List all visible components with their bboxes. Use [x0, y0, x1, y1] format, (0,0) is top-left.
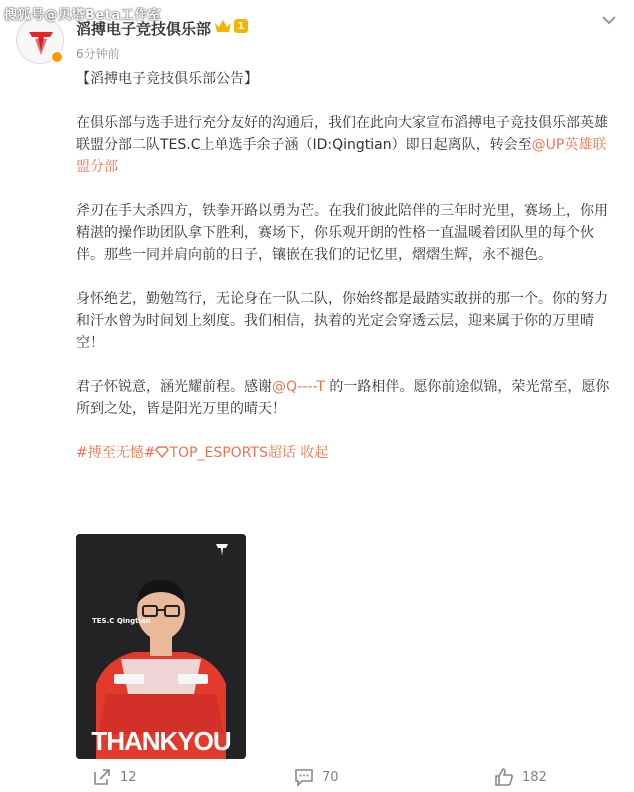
paragraph-text: 君子怀锐意，涵光耀前程。感谢	[76, 379, 272, 395]
paragraph-text: 在俱乐部与选手进行充分友好的沟通后，我们在此向大家宣布滔搏电子竞技俱乐部英雄联盟分部二队TES.C上单选手余子涵（ID:Qingtian）即日起离队，转会至	[76, 115, 608, 153]
paragraph-text: 的一路相伴。愿你前途似锦，荣光常至，愿你所到之处，皆是阳光万里的晴天！	[76, 379, 610, 417]
diamond-icon	[155, 446, 169, 458]
mention-link[interactable]: @Q----T	[272, 379, 325, 395]
post-paragraph: 身怀绝艺，勤勉笃行，无论身在一队二队，你始终都是最踏实敢拼的那一个。你的努力和汗水曾为时间划上刻度。我们相信，执着的光定会穿透云层，迎来属于你的万里晴空！	[76, 291, 608, 351]
chevron-down-icon[interactable]	[598, 10, 620, 30]
supertopic-link[interactable]: TOP_ESPORTS超话	[169, 445, 296, 461]
like-count: 182	[522, 769, 547, 785]
collapse-link[interactable]: 收起	[300, 445, 329, 461]
watermark: 搜狐号@贝塔Beta工作室	[4, 8, 162, 23]
post-paragraph	[76, 112, 616, 178]
post-title: 【滔搏电子竞技俱乐部公告】	[76, 71, 258, 87]
crown-icon	[214, 18, 232, 34]
mention-link[interactable]: @UP英雄联盟分部	[76, 137, 607, 175]
post-image[interactable]	[76, 534, 246, 759]
comment-count: 70	[322, 769, 339, 785]
verified-badge-icon	[50, 50, 64, 64]
hashtag-link[interactable]: #搏至无憾#	[76, 445, 156, 461]
image-caption: THANKYOU	[91, 726, 231, 756]
comment-icon	[294, 767, 314, 787]
share-icon	[92, 767, 112, 787]
post-paragraph	[76, 376, 616, 420]
tags-row	[76, 442, 616, 464]
comment-button[interactable]	[294, 762, 339, 792]
post-time[interactable]: 6分钟前	[76, 47, 120, 61]
vip-badge[interactable]	[214, 18, 248, 34]
share-button[interactable]	[92, 762, 137, 792]
post-body	[76, 68, 616, 464]
author-name[interactable]: 滔搏电子竞技俱乐部	[76, 20, 212, 38]
player-label: TES.C Qingtian	[92, 617, 151, 625]
vip-level: 1	[234, 19, 248, 33]
thumbs-up-icon	[494, 767, 514, 787]
action-bar	[0, 762, 634, 792]
share-count: 12	[120, 769, 137, 785]
like-button[interactable]	[494, 762, 547, 792]
post-paragraph: 斧刃在手大杀四方，铁拳开路以勇为芒。在我们彼此陪伴的三年时光里，赛场上，你用精湛的操作助团队拿下胜利，赛场下，你乐观开朗的性格一直温暖着团队里的每个伙伴。那些一同并肩向前的日子，镶嵌在我们的记忆里，熠熠生辉，永不褪色。	[76, 203, 608, 263]
